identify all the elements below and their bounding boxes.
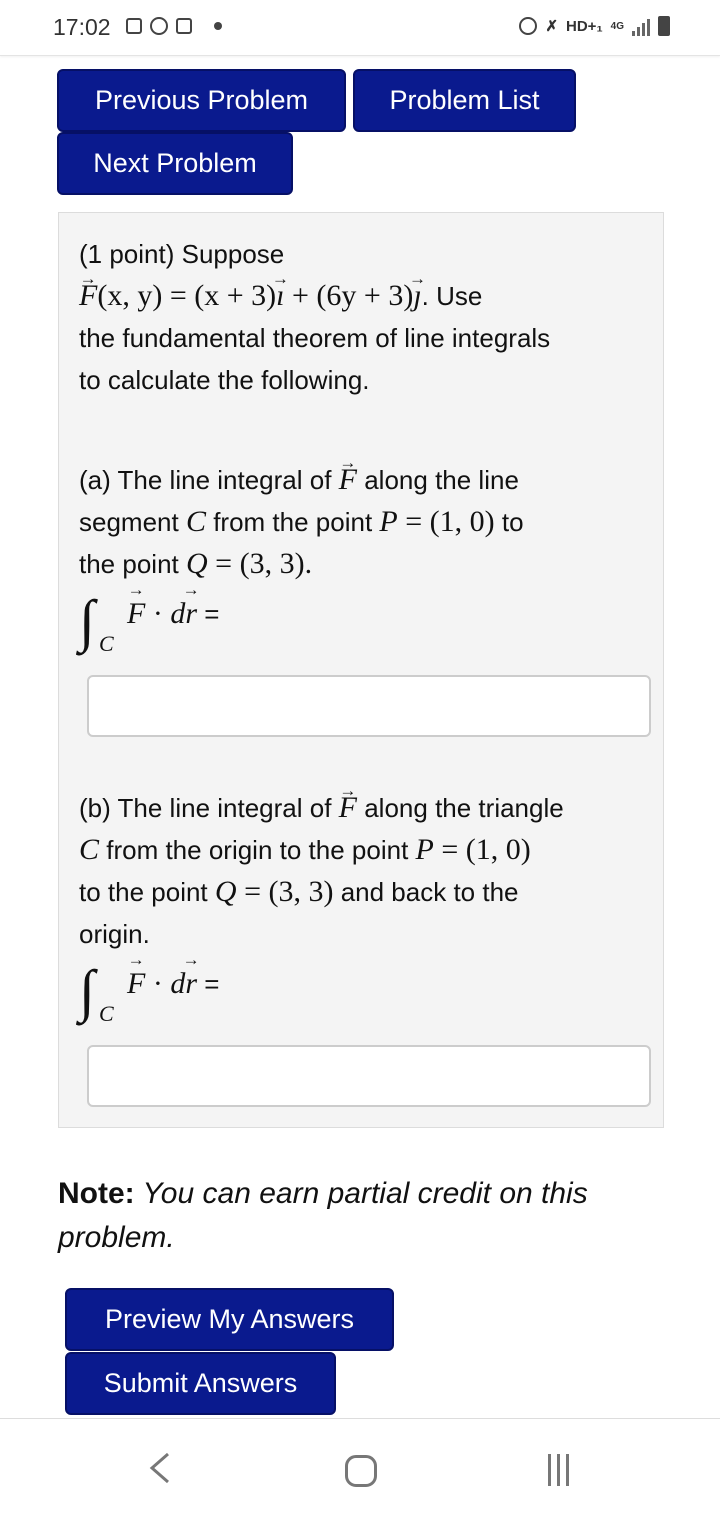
answer-b-input[interactable] xyxy=(87,1045,651,1107)
part-a-from-text: from the point xyxy=(205,507,380,537)
part-a-line-2 xyxy=(79,501,649,543)
use-text: . Use xyxy=(421,281,483,311)
home-icon[interactable] xyxy=(345,1455,377,1487)
part-b-line-1-tail: along the triangle xyxy=(357,793,564,823)
part-b-back-text: and back to the xyxy=(333,877,519,907)
integral-subscript: C xyxy=(99,1001,114,1026)
recent-apps-icon[interactable] xyxy=(548,1454,569,1486)
part-b-line-1 xyxy=(79,787,649,829)
part-a-line-1 xyxy=(79,459,649,501)
part-a-label: (a) The line integral of xyxy=(79,465,339,495)
part-a-to-text: to xyxy=(494,507,524,537)
term-j-coef: (6y + 3) xyxy=(316,279,414,312)
part-b-text xyxy=(79,787,649,955)
integral-sign: ∫ xyxy=(79,958,95,1023)
battery-icon xyxy=(658,16,670,36)
more-notifications-icon xyxy=(214,22,222,30)
note xyxy=(58,1172,678,1260)
period: . xyxy=(304,547,313,580)
problem-intro xyxy=(79,233,649,401)
r-vector: r → xyxy=(185,597,197,631)
status-time: 17:02 xyxy=(53,14,111,40)
part-b-from-text: from the origin to the point xyxy=(99,835,416,865)
equals-sign: = xyxy=(397,505,430,538)
c-symbol: C xyxy=(79,833,100,866)
i-vector: ı → xyxy=(276,275,284,317)
intro-line-1: (1 point) Suppose xyxy=(79,239,285,269)
notification-icons xyxy=(126,17,222,35)
integral-sign: ∫ xyxy=(79,588,95,653)
j-vector: ȷ → xyxy=(413,275,421,317)
intro-line-3: to calculate the following. xyxy=(79,365,370,395)
f-symbol: F → xyxy=(79,275,97,317)
note-text: You can earn partial credit on this problem. xyxy=(58,1177,588,1254)
part-b-line-2 xyxy=(79,829,649,871)
d-symbol: d xyxy=(170,597,186,630)
c-symbol: C xyxy=(185,505,206,538)
gallery-icon xyxy=(126,18,142,34)
integral-expression xyxy=(127,967,219,1001)
part-a-point-text: the point xyxy=(79,549,186,579)
problem-box xyxy=(58,212,664,1128)
part-b-point-text: to the point xyxy=(79,877,215,907)
plus-sign: + xyxy=(284,279,317,312)
network-label: HD+₁ xyxy=(566,17,603,35)
whatsapp-icon xyxy=(150,17,168,35)
q-value: (3, 3) xyxy=(239,547,305,580)
part-b-line-3 xyxy=(79,871,649,913)
f-args: (x, y) xyxy=(97,279,163,312)
part-a-text xyxy=(79,459,649,585)
intro-line-2: the fundamental theorem of line integrals xyxy=(79,323,551,353)
p-symbol: P xyxy=(379,505,398,538)
system-navigation-bar xyxy=(0,1418,720,1521)
equals-sign: = xyxy=(433,833,466,866)
mute-icon: ✗ xyxy=(545,18,559,35)
system-icons xyxy=(519,16,670,36)
part-a-line-1-tail: along the line xyxy=(357,465,519,495)
r-vector: r → xyxy=(185,967,197,1001)
alarm-icon xyxy=(519,17,537,35)
term-i-coef: (x + 3) xyxy=(194,279,277,312)
part-b-label: (b) The line integral of xyxy=(79,793,339,823)
signal-icon xyxy=(632,16,650,36)
dot-operator: · xyxy=(145,967,171,1000)
f-symbol: F → xyxy=(339,459,357,501)
dot-operator: · xyxy=(145,597,171,630)
f-symbol: F → xyxy=(127,967,145,1001)
integral-expression xyxy=(127,597,219,631)
next-problem-button[interactable]: Next Problem xyxy=(57,132,293,195)
q-symbol: Q xyxy=(214,875,237,908)
q-symbol: Q xyxy=(185,547,208,580)
integral-equals: = xyxy=(204,969,220,999)
d-symbol: d xyxy=(170,967,186,1000)
instagram-icon xyxy=(176,18,192,34)
answer-a-input[interactable] xyxy=(87,675,651,737)
vector-field-definition xyxy=(79,275,649,317)
q-value: (3, 3) xyxy=(268,875,334,908)
equals-sign: = xyxy=(207,547,240,580)
note-label: Note: xyxy=(58,1177,135,1210)
preview-answers-button[interactable]: Preview My Answers xyxy=(65,1288,394,1351)
integral-subscript: C xyxy=(99,631,114,656)
submit-answers-button[interactable]: Submit Answers xyxy=(65,1352,336,1415)
f-symbol: F → xyxy=(339,787,357,829)
f-equals: = xyxy=(162,279,195,312)
status-bar xyxy=(0,0,720,56)
part-a-line-3 xyxy=(79,543,649,585)
f-symbol: F → xyxy=(127,597,145,631)
equals-sign: = xyxy=(236,875,269,908)
back-icon[interactable] xyxy=(148,1452,172,1484)
p-symbol: P xyxy=(415,833,434,866)
p-value: (1, 0) xyxy=(429,505,495,538)
network-type-label: 4G xyxy=(610,20,624,32)
p-value: (1, 0) xyxy=(465,833,531,866)
previous-problem-button[interactable]: Previous Problem xyxy=(57,69,346,132)
part-a-segment-text: segment xyxy=(79,507,186,537)
part-b-line-4: origin. xyxy=(79,919,150,949)
integral-equals: = xyxy=(204,599,220,629)
problem-list-button[interactable]: Problem List xyxy=(353,69,576,132)
